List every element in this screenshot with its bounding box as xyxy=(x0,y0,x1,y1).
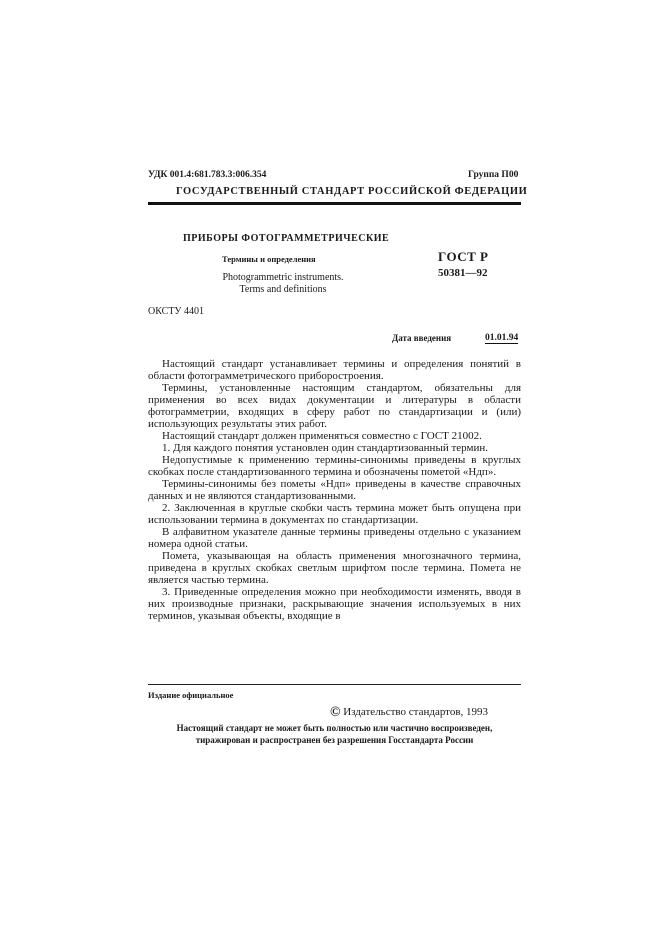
standard-title: ГОСУДАРСТВЕННЫЙ СТАНДАРТ РОССИЙСКОЙ ФЕДЕРАЦИИ xyxy=(176,186,528,197)
paragraph: Термины, установленные настоящим стандартом, обязательны для применения во всех видах документации и литературы в области фотограмметрии, входящих в сферу работ по стандартизации и (или) использующих результаты этих работ. xyxy=(148,382,521,430)
gost-label: ГОСТ Р xyxy=(438,249,489,264)
notice-line: тиражирован и распространен без разрешения Госстандарта России xyxy=(195,735,474,745)
copyright-icon: © xyxy=(330,705,341,720)
intro-date-label: Дата введения xyxy=(392,333,452,343)
paragraph: Настоящий стандарт устанавливает термины и определения понятий в области фотограмметрического приборостроения. xyxy=(148,358,521,382)
notice-line: Настоящий стандарт не может быть полностью или частично воспроизведен, xyxy=(176,723,493,733)
paragraph: Помета, указывающая на область применения многозначного термина, приведена в круглых скобках светлым шрифтом после термина. Помета не является частью термина. xyxy=(148,550,521,586)
body-text xyxy=(148,358,521,622)
edition-label: Издание официальное xyxy=(148,690,234,700)
paragraph: В алфавитном указателе данные термины приведены отдельно с указанием номера одной статьи. xyxy=(148,526,521,550)
english-title-line1: Photogrammetric instruments. xyxy=(222,272,344,283)
intro-date-value: 01.01.94 xyxy=(485,333,519,343)
english-title xyxy=(200,272,366,296)
document-title: ПРИБОРЫ ФОТОГРАММЕТРИЧЕСКИЕ xyxy=(183,233,390,244)
okstu-code: ОКСТУ 4401 xyxy=(148,306,205,317)
footer-divider xyxy=(148,684,521,685)
paragraph: 1. Для каждого понятия установлен один стандартизованный термин. xyxy=(162,442,488,454)
english-title-line2: Terms and definitions xyxy=(239,284,327,295)
group-code: Группа П00 xyxy=(468,170,519,180)
udk-code: УДК 001.4:681.783.3:006.354 xyxy=(148,170,267,180)
copyright xyxy=(330,705,488,721)
copyright-text: Издательство стандартов, 1993 xyxy=(343,706,489,718)
paragraph: 2. Заключенная в круглые скобки часть термина может быть опущена при использовании термина в документах по стандартизации. xyxy=(148,502,521,526)
gost-number: 50381—92 xyxy=(438,267,488,279)
paragraph: Недопустимые к применению термины-синонимы приведены в круглых скобках после стандартизованного термина и обозначены пометой «Ндп». xyxy=(148,454,521,478)
document-subtitle: Термины и определения xyxy=(222,254,316,264)
header-divider xyxy=(148,202,521,205)
paragraph: Термины-синонимы без пометы «Ндп» приведены в качестве справочных данных и не являются стандартизованными. xyxy=(148,478,521,502)
paragraph: Настоящий стандарт должен применяться совместно с ГОСТ 21002. xyxy=(162,430,482,442)
paragraph: 3. Приведенные определения можно при необходимости изменять, вводя в них производные признаки, раскрывающие значения используемых в них терминов, указывая объекты, входящие в xyxy=(148,586,521,622)
reproduction-notice xyxy=(148,722,521,746)
